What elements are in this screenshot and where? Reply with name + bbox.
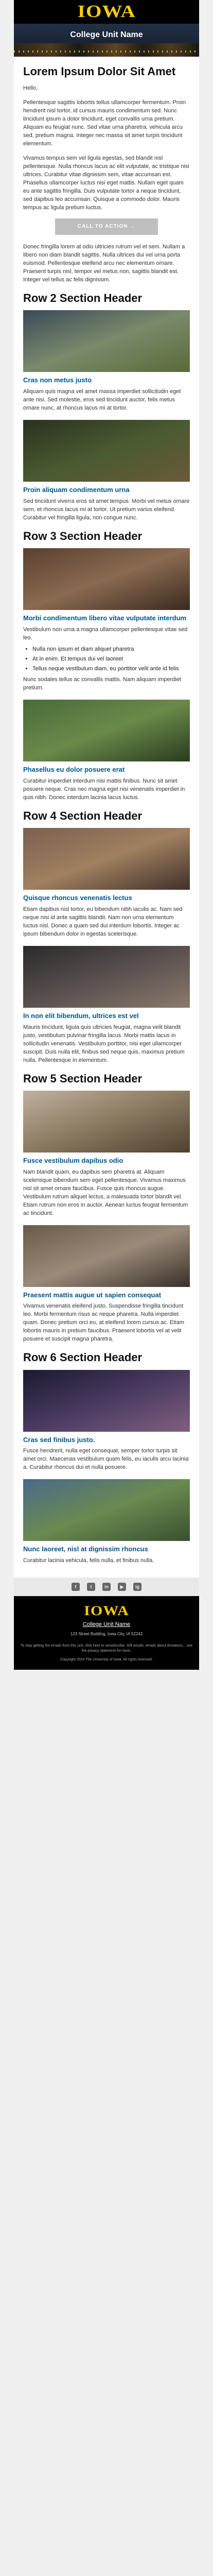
article-text-secondary: Nunc sodales tellus ac convallis mattis. Nam aliquam imperdiet pretium. [23,676,181,691]
article-title-link[interactable]: Praesent mattis augue ut sapien consequat [23,1291,162,1299]
article-card [23,1225,190,1344]
article-photo[interactable] [23,1479,190,1541]
article-title-link[interactable]: In non elit bibendum, ultrices est vel [23,1012,139,1020]
campus-lights-decoration [14,50,199,53]
article-card [23,310,190,413]
article-title-link[interactable]: Morbi condimentum libero vitae vulputate interdum [23,614,187,622]
article-text: Sed tincidunt viverra eros sit amet tempus. Morbi vel metus ornare sem, et rhoncus lacus mi at tortor. Ut pretium varius eleifend. Curabitur vel fringilla ligula, non congue nunc. [23,498,190,521]
youtube-icon[interactable]: ▶ [118,1583,126,1591]
article-text: Etiam dapibus nisl tortor, eu bibendum nibh iaculis ac. Nam sed neque nisi id ante sagittis blandit. Nam non urna elementum luctus nisl. Donec a quam sed dui interdum lobortis. Integer ac ipsum bibendum dolor in egestas scelerisque. [23,906,183,938]
article-text: Vivamus venenatis eleifend justo. Suspendisse fringilla tincidunt leo. Morbi fermentum risus ac neque pharetra. Nulla imperdiet quam. Donec pretium orci eu, at eleifend lorem cursus ac. Etiam lobortis mauris in pretium faucibus. Praesent lobortis vel at velit posuere et suscipit magna pharetra. [23,1303,185,1343]
article-photo[interactable] [23,828,190,890]
article-text: Mauris tincidunt, ligula quis ultricies feugiat, magna velit blandit justo, vestibulum pulvinar fringilla lacus. Morbi mattis lacus in sollicitudin venenatis. Vestibulum porttitor, nisi eget ullamcorper suscipit. Duis nulla elit, finibus sed neque quis, maximus pretium nulla. Pellentesque in elementum. [23,1024,185,1063]
section-header: Row 4 Section Header [23,809,143,823]
intro-paragraph-1: Pellentesque sagittis lobortis tellus ullamcorper fermentum. Proin hendrerit nisl tortor, id cursus mauris condimentum sed. Nunc tincidunt ipsum a dolor tincidunt, eget convallis urna pretium. Aliquam eu feugiat nunc. Sed vitae urna pharetra, vehicula arcu sed, pretium magna. Integer nec massa sit amet turpis tincidunt elementum. [23,99,186,147]
bullet-item: • Nulla non ipsum et diam aliquet pharetra [32,646,190,654]
article-photo[interactable] [23,1370,190,1432]
article-title-link[interactable]: Fusce vestibulum dapibus odio [23,1157,123,1165]
article-text: Vestibulum non urna a magna ullamcorper pellentesque vitae sed leo. [23,626,188,641]
greeting: Hello, [23,85,38,92]
intro-paragraph-3: Donec fringilla lorem at odio ultricies rutrum vel et sem. Nullam a libero non diam blandit sagittis. Nulla ultrices dui vel urna porta euismod. Pellentesque eleifend arcu nec elementum ornare. Praesent turpis nisl, tempor vel metus non, sagittis blandit est. Integer vel tellus ac felis dignissim. [23,244,185,283]
unit-name: College Unit Name [70,30,143,39]
article-card [23,946,190,1065]
facebook-icon[interactable]: f [72,1583,80,1591]
footer-legal-text: To stop getting the emails from this unit, click here to unsubscribe. Gift emails, emails about donations... see the privacy statement for more. [20,1643,193,1653]
call-to-action-button[interactable]: CALL TO ACTION → [55,218,158,235]
footer-iowa-logo[interactable]: IOWA [84,1603,129,1619]
article-photo[interactable] [23,1091,190,1153]
article-card [23,1479,190,1565]
article-photo[interactable] [23,700,190,761]
article-photo[interactable] [23,310,190,372]
article-title-link[interactable]: Cras sed finibus justo. [23,1435,95,1444]
social-links-bar [14,1578,199,1596]
article-text: Curabitur lacinia vehicula, felis nulla, et finibus nulla. [23,1557,154,1564]
section-header: Row 3 Section Header [23,529,143,543]
article-card [23,700,190,802]
footer-unit-link[interactable]: College Unit Name [82,1621,131,1628]
footer-copyright: Copyright 2024 The University of Iowa. All rights reserved. [60,1657,153,1662]
section-header: Row 2 Section Header [23,291,143,304]
article-card [23,548,190,692]
article-title-link[interactable]: Nunc laoreet, nisl at dignissim rhoncus [23,1545,148,1553]
email-body [14,57,199,1578]
bullet-item: • At in enim. Et tempus dui vel laoreet [32,655,190,664]
section-header: Row 6 Section Header [23,1351,143,1364]
campus-skyline-image [14,43,199,57]
article-photo[interactable] [23,420,190,482]
footer [14,1596,199,1670]
section-header: Row 5 Section Header [23,1072,143,1085]
bullet-item: • Tellus neque vestibulum diam, eu porttitor velit ante id felis [32,665,190,673]
article-card [23,1091,190,1218]
footer-address: 123 Street Building, Iowa City, IA 52242 [70,1632,143,1636]
article-card [23,1370,190,1472]
article-title-link[interactable]: Proin aliquam condimentum urna [23,485,130,494]
article-text: Aliquam quis magna vel amet massa imperdiet sollicitudin eget ante nisi. Sed molestie, eros sed tincidunt auctor, felis metus ornare nunc, at rhoncus lacus mi at tortor. [23,388,181,411]
article-text: Nam blandit quam, eu dapibus sem pharetra at. Aliquam scelerisque bibendum sem eget pellentesque. Vivamus maximus nisl sit amet ornare faucibus. Fusce quis rhoncus augue. Vestibulum rutrum aliquet lectus, a malesuada tortor blandit vel. Etiam rutrum non eros in auctor. Aenean luctus feugiat fermentum ac tincidunt. [23,1168,188,1216]
article-text: Fusce hendrerit, nulla eget consequat, semper tortor turpis sit amet orci. Maecenas vestibulum quam felis, eu iaculis arcu lacinia a. Curabitur rhoncus dui et nulla posuere. [23,1448,189,1471]
article-title-link[interactable]: Cras non metus justo [23,376,92,384]
intro-paragraph-2: Vivamus tempus sem vel ligula egestas, sed blandit nisl pellentesque. Nulla rhoncus lacus ac elit vulputate, ac tristique nisi ultrices. Curabitur vitae dignissim sem, vitae accumsan est. Phasellus ullamcorper luctus nisi eget mattis. Nullam eget quam eu ante sagittis fringilla. Duis vulputate tortor a neque tincidunt, sed dapibus leo accumsan. Quisque a commodo dolor. Mauris tempus ac ligula pretium luctus. [23,155,189,211]
article-photo[interactable] [23,946,190,1008]
section-rows [23,292,190,1565]
article-card [23,420,190,522]
email-title: Lorem Ipsum Dolor Sit Amet [23,65,176,78]
header-logo-bar [14,0,199,24]
linkedin-icon[interactable]: in [102,1583,111,1591]
header-banner [14,24,199,57]
article-photo[interactable] [23,1225,190,1287]
article-title-link[interactable]: Quisque rhoncus venenatis lectus [23,894,132,902]
instagram-icon[interactable]: ig [133,1583,141,1591]
article-bullet-list [23,646,190,673]
iowa-logo[interactable]: IOWA [77,2,136,21]
article-card [23,828,190,939]
article-title-link[interactable]: Phasellus eu dolor posuere erat [23,766,125,774]
article-text: Curabitur imperdiet interdum nisi mattis finibus. Nunc sit amet posuere neque. Cras nec magna eget nisi venenatis imperdiet in quis nibh. Donec interdum lacinia lacus luctus. [23,778,185,801]
email-container [14,0,199,1670]
twitter-icon[interactable]: t [87,1583,95,1591]
article-photo[interactable] [23,548,190,610]
